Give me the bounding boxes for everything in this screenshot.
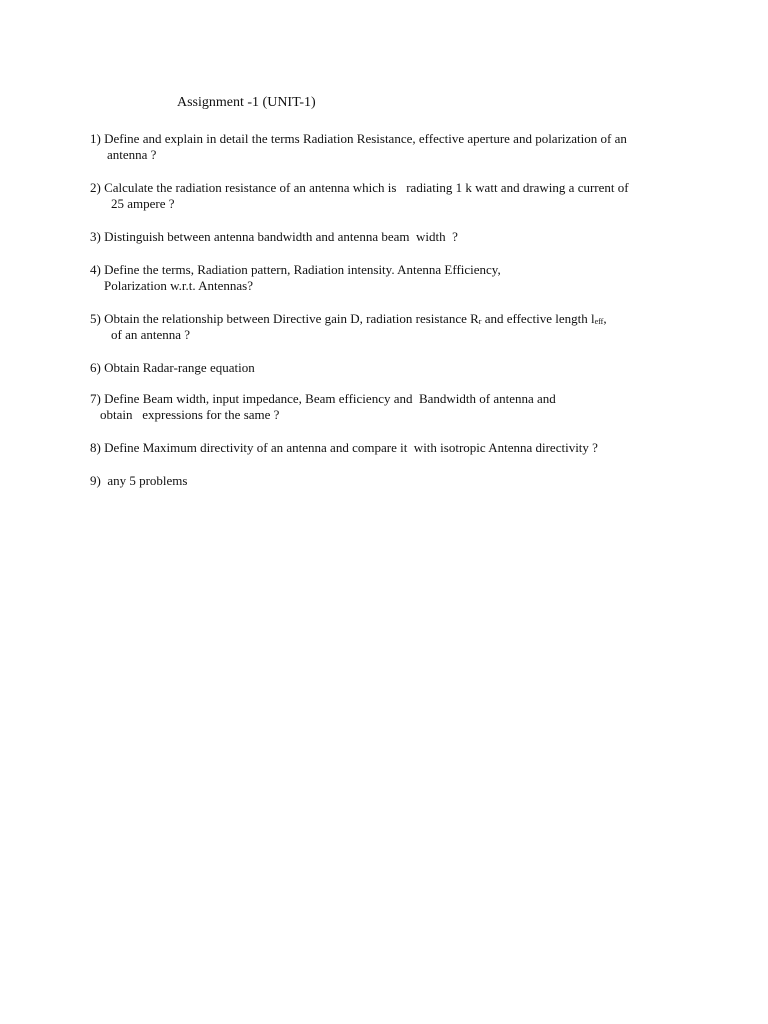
question-5-subscript-r: r	[478, 317, 482, 326]
question-1-line-1: 1) Define and explain in detail the terms Radiation Resistance, effective aperture and polarization of an	[90, 131, 627, 146]
question-2-line-1: 2) Calculate the radiation resistance of an antenna which is radiating 1 k watt and drawing a current of	[90, 180, 629, 195]
question-3-line-1: 3) Distinguish between antenna bandwidth and antenna beam width ?	[90, 229, 458, 244]
question-2	[90, 180, 629, 212]
question-6-line-1: 6) Obtain Radar-range equation	[90, 360, 255, 375]
question-9	[90, 473, 187, 489]
question-7-line-1: 7) Define Beam width, input impedance, Beam efficiency and Bandwidth of antenna and	[90, 391, 556, 406]
question-4-line-2: Polarization w.r.t. Antennas?	[104, 278, 253, 293]
question-4	[90, 262, 501, 294]
question-5-line-2: of an antenna ?	[111, 327, 191, 342]
question-2-line-2: 25 ampere ?	[111, 196, 175, 211]
question-8	[90, 440, 598, 456]
question-1	[90, 131, 627, 163]
question-9-line-1: 9) any 5 problems	[90, 473, 188, 488]
question-5	[90, 311, 607, 343]
question-5-line-1	[90, 311, 607, 327]
question-7	[90, 391, 556, 423]
question-5-text-a: 5) Obtain the relationship between Directive gain D, radiation resistance R	[90, 311, 479, 326]
question-7-line-2: obtain expressions for the same ?	[100, 407, 280, 422]
question-3	[90, 229, 458, 245]
assignment-title: Assignment -1 (UNIT-1)	[177, 95, 316, 110]
question-4-line-1: 4) Define the terms, Radiation pattern, Radiation intensity. Antenna Efficiency,	[90, 262, 501, 277]
question-5-subscript-eff: eff	[594, 317, 604, 326]
question-5-text-c: ,	[603, 311, 607, 326]
question-5-text-b: and effective length l	[481, 311, 595, 326]
question-1-line-2: antenna ?	[107, 147, 157, 162]
question-8-line-1: 8) Define Maximum directivity of an antenna and compare it with isotropic Antenna directivity ?	[90, 440, 598, 455]
question-6	[90, 360, 255, 376]
